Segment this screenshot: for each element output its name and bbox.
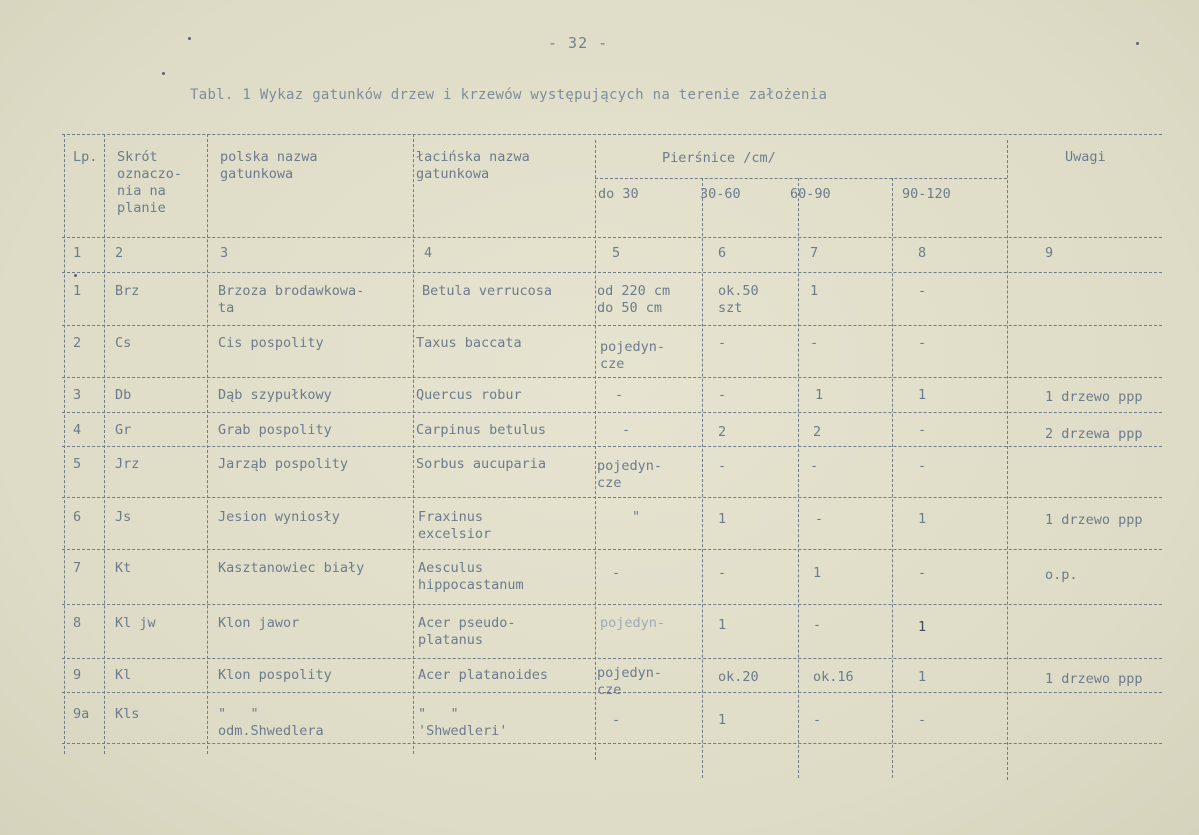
header-p4: 90-120 bbox=[902, 186, 951, 202]
rule-header-bottom bbox=[62, 237, 1162, 238]
ink-speck bbox=[188, 37, 191, 40]
row-3-uwagi: 1 drzewo ppp bbox=[1045, 389, 1143, 405]
row-2-p4: - bbox=[918, 335, 927, 351]
colnum-5: 5 bbox=[612, 245, 621, 261]
rule-row-7 bbox=[62, 604, 1162, 605]
row-5-p4: - bbox=[918, 458, 927, 474]
row-2-polska: Cis pospolity bbox=[218, 335, 324, 351]
row-6-skrot: Js bbox=[115, 509, 132, 525]
row-6-lp: 6 bbox=[73, 509, 82, 525]
rule-piersnice bbox=[595, 178, 1007, 179]
row-6-p2: 1 bbox=[718, 511, 727, 527]
rule-row-3 bbox=[62, 412, 1162, 413]
rule-row-8 bbox=[62, 658, 1162, 659]
row-1-p4: - bbox=[918, 283, 927, 299]
row-6-p4: 1 bbox=[918, 511, 927, 527]
row-9a-lp: 9a bbox=[73, 706, 90, 722]
row-2-lacinska: Taxus baccata bbox=[416, 335, 522, 351]
row-3-p2: - bbox=[718, 387, 727, 403]
row-3-p1: - bbox=[615, 387, 624, 403]
row-4-skrot: Gr bbox=[115, 422, 132, 438]
row-9-p2: ok.20 bbox=[718, 669, 759, 685]
col-line-p1 bbox=[702, 178, 703, 778]
row-4-polska: Grab pospolity bbox=[218, 422, 332, 438]
table-title: Tabl. 1 Wykaz gatunków drzew i krzewów występujących na terenie założenia bbox=[190, 87, 828, 103]
row-6-p1: " bbox=[632, 509, 641, 525]
row-7-p1: - bbox=[612, 565, 621, 581]
header-lp: Lp. bbox=[73, 149, 98, 165]
row-1-p3: 1 bbox=[810, 283, 819, 299]
row-9a-lacinska: " " 'Shwedleri' bbox=[418, 706, 508, 739]
row-4-lacinska: Carpinus betulus bbox=[416, 422, 547, 438]
row-9a-skrot: Kls bbox=[115, 706, 140, 722]
row-3-p4: 1 bbox=[918, 387, 927, 403]
rule-bottom bbox=[62, 743, 1162, 744]
row-3-lp: 3 bbox=[73, 387, 82, 403]
colnum-6: 6 bbox=[718, 245, 727, 261]
row-7-polska: Kasztanowiec biały bbox=[218, 560, 365, 576]
row-7-p4: - bbox=[918, 565, 927, 581]
rule-row-2 bbox=[62, 377, 1162, 378]
col-line-left bbox=[64, 134, 65, 754]
rule-row-1 bbox=[62, 325, 1162, 326]
col-line-lacinska bbox=[595, 140, 596, 760]
row-9-lacinska: Acer platanoides bbox=[418, 667, 549, 683]
row-1-skrot: Brz bbox=[115, 283, 140, 299]
row-3-lacinska: Quercus robur bbox=[416, 387, 522, 403]
row-7-lp: 7 bbox=[73, 560, 82, 576]
row-5-skrot: Jrz bbox=[115, 456, 140, 472]
row-6-p3: - bbox=[815, 511, 824, 527]
rule-top bbox=[62, 134, 1162, 135]
row-8-lp: 8 bbox=[73, 615, 82, 631]
colnum-4: 4 bbox=[424, 245, 433, 261]
ink-speck bbox=[74, 274, 77, 277]
row-3-p3: 1 bbox=[815, 387, 824, 403]
row-2-p1: pojedyn- cze bbox=[600, 339, 666, 372]
row-9a-polska: " " odm.Shwedlera bbox=[218, 706, 324, 739]
header-p2: 30-60 bbox=[700, 186, 741, 202]
rule-row-9 bbox=[62, 692, 1162, 693]
col-line-p4 bbox=[1007, 140, 1008, 780]
row-2-p3: - bbox=[810, 335, 819, 351]
row-9a-p2: 1 bbox=[718, 712, 727, 728]
row-6-lacinska: Fraxinus excelsior bbox=[418, 509, 492, 542]
row-9-p4: 1 bbox=[918, 669, 927, 685]
rule-row-5 bbox=[62, 497, 1162, 498]
row-7-skrot: Kt bbox=[115, 560, 132, 576]
colnum-3: 3 bbox=[220, 245, 229, 261]
row-2-skrot: Cs bbox=[115, 335, 132, 351]
row-5-lacinska: Sorbus aucuparia bbox=[416, 456, 547, 472]
rule-numbers-bottom bbox=[62, 272, 1162, 273]
header-skrot: Skrót oznaczo- nia na planie bbox=[117, 149, 183, 216]
row-7-p3: 1 bbox=[813, 565, 822, 581]
row-8-skrot: Kl jw bbox=[115, 615, 156, 631]
row-9-lp: 9 bbox=[73, 667, 82, 683]
header-piersnice: Pierśnice /cm/ bbox=[662, 150, 776, 166]
row-7-lacinska: Aesculus hippocastanum bbox=[418, 560, 524, 593]
col-line-polska bbox=[413, 134, 414, 754]
rule-row-6 bbox=[62, 549, 1162, 550]
row-5-polska: Jarząb pospolity bbox=[218, 456, 349, 472]
header-p3: 60-90 bbox=[790, 186, 831, 202]
ink-speck bbox=[1136, 42, 1139, 45]
colnum-8: 8 bbox=[918, 245, 927, 261]
header-polska: polska nazwa gatunkowa bbox=[220, 149, 318, 182]
row-9-skrot: Kl bbox=[115, 667, 132, 683]
row-1-p2: ok.50 szt bbox=[718, 283, 759, 316]
header-p1: do 30 bbox=[598, 186, 639, 202]
row-4-uwagi: 2 drzewa ppp bbox=[1045, 426, 1143, 442]
row-9a-p4: - bbox=[918, 712, 927, 728]
row-3-polska: Dąb szypułkowy bbox=[218, 387, 332, 403]
row-3-skrot: Db bbox=[115, 387, 132, 403]
colnum-9: 9 bbox=[1045, 245, 1054, 261]
colnum-7: 7 bbox=[810, 245, 819, 261]
col-line-p2 bbox=[798, 178, 799, 778]
page-number: - 32 - bbox=[548, 34, 609, 52]
row-9-polska: Klon pospolity bbox=[218, 667, 332, 683]
row-7-uwagi: o.p. bbox=[1045, 567, 1078, 583]
row-5-lp: 5 bbox=[73, 456, 82, 472]
row-8-p3: - bbox=[813, 617, 822, 633]
colnum-2: 2 bbox=[115, 245, 124, 261]
row-1-p1: od 220 cm do 50 cm bbox=[597, 283, 671, 316]
row-6-polska: Jesion wyniosły bbox=[218, 509, 340, 525]
col-line-lp bbox=[104, 134, 105, 754]
row-8-polska: Klon jawor bbox=[218, 615, 300, 631]
row-4-p4: - bbox=[918, 422, 927, 438]
row-1-lp: 1 bbox=[73, 283, 82, 299]
row-8-p1: pojedyn- bbox=[600, 615, 666, 631]
row-1-lacinska: Betula verrucosa bbox=[422, 283, 553, 299]
row-2-p2: - bbox=[718, 335, 727, 351]
rule-row-4 bbox=[62, 446, 1162, 447]
row-4-lp: 4 bbox=[73, 422, 82, 438]
row-4-p2: 2 bbox=[718, 424, 727, 440]
row-9-p3: ok.16 bbox=[813, 669, 854, 685]
row-6-uwagi: 1 drzewo ppp bbox=[1045, 512, 1143, 528]
col-line-p3 bbox=[892, 178, 893, 778]
row-8-p4: 1 bbox=[918, 619, 927, 635]
row-8-lacinska: Acer pseudo- platanus bbox=[418, 615, 516, 648]
row-7-p2: - bbox=[718, 565, 727, 581]
row-5-p3: - bbox=[810, 458, 819, 474]
row-8-p2: 1 bbox=[718, 617, 727, 633]
col-line-skrot bbox=[207, 134, 208, 754]
row-9a-p3: - bbox=[813, 712, 822, 728]
row-5-p1: pojedyn- cze bbox=[597, 458, 663, 491]
row-9-uwagi: 1 drzewo ppp bbox=[1045, 671, 1143, 687]
colnum-1: 1 bbox=[73, 245, 82, 261]
row-5-p2: - bbox=[718, 458, 727, 474]
row-9-p1: pojedyn- cze bbox=[597, 665, 663, 698]
header-uwagi: Uwagi bbox=[1065, 149, 1106, 165]
ink-speck bbox=[162, 72, 165, 75]
header-lacinska: łacińska nazwa gatunkowa bbox=[416, 149, 530, 182]
row-2-lp: 2 bbox=[73, 335, 82, 351]
row-4-p3: 2 bbox=[813, 424, 822, 440]
row-4-p1: - bbox=[622, 422, 631, 438]
row-1-polska: Brzoza brodawkowa- ta bbox=[218, 283, 365, 316]
row-9a-p1: - bbox=[612, 712, 621, 728]
